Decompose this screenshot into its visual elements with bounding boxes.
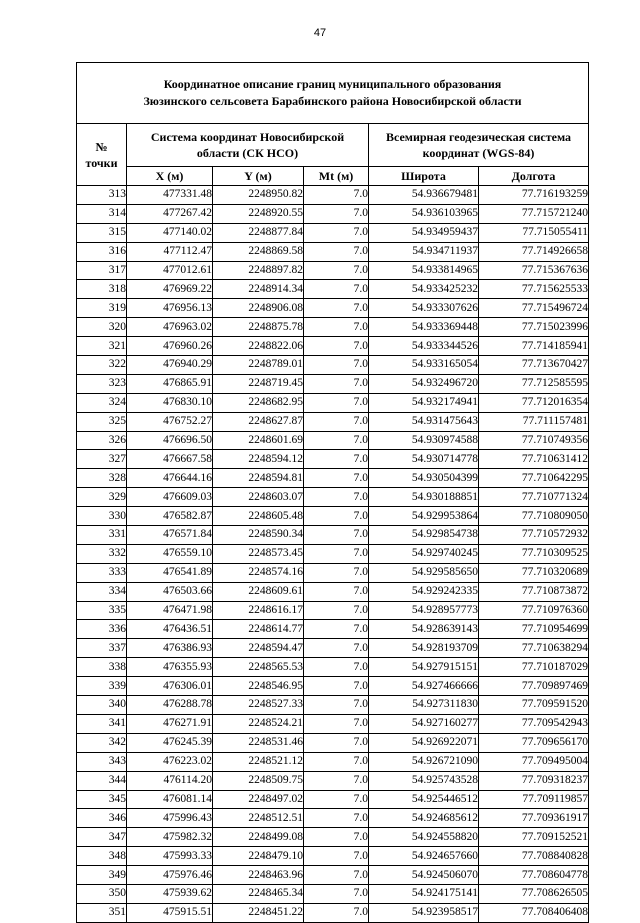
mt-cell: 7.0 [304, 563, 369, 582]
mt-cell: 7.0 [304, 450, 369, 469]
y-cell: 2248512.51 [213, 809, 304, 828]
point-number-cell: 327 [77, 450, 127, 469]
x-cell: 475996.43 [127, 809, 213, 828]
latitude-cell: 54.933165054 [369, 356, 479, 375]
table-row [77, 771, 589, 790]
table-row [77, 242, 589, 261]
longitude-header: Долгота [479, 167, 589, 186]
table-row [77, 884, 589, 903]
wgs-system-header-line-1: Всемирная геодезическая система [385, 130, 572, 144]
y-cell: 2248627.87 [213, 412, 304, 431]
latitude-cell: 54.933425232 [369, 280, 479, 299]
x-cell: 476436.51 [127, 620, 213, 639]
y-cell: 2248521.12 [213, 752, 304, 771]
table-row [77, 563, 589, 582]
y-cell: 2248451.22 [213, 903, 304, 922]
table-row [77, 186, 589, 205]
table-row [77, 733, 589, 752]
point-number-cell: 335 [77, 601, 127, 620]
page-number: 47 [313, 27, 327, 39]
latitude-cell: 54.933814965 [369, 261, 479, 280]
x-cell: 476306.01 [127, 677, 213, 696]
longitude-cell: 77.710631412 [479, 450, 589, 469]
point-number-header-line-2: точки [85, 155, 118, 170]
table-row [77, 544, 589, 563]
point-number-cell: 331 [77, 526, 127, 545]
point-number-cell: 332 [77, 544, 127, 563]
point-number-cell: 325 [77, 412, 127, 431]
x-cell: 476503.66 [127, 582, 213, 601]
point-number-cell: 313 [77, 186, 127, 205]
longitude-cell: 77.710976360 [479, 601, 589, 620]
longitude-cell: 77.709318237 [479, 771, 589, 790]
longitude-cell: 77.708604778 [479, 866, 589, 885]
table-row [77, 847, 589, 866]
y-cell: 2248914.34 [213, 280, 304, 299]
point-number-cell: 350 [77, 884, 127, 903]
y-cell: 2248719.45 [213, 374, 304, 393]
x-cell: 476471.98 [127, 601, 213, 620]
x-cell: 476559.10 [127, 544, 213, 563]
table-row [77, 658, 589, 677]
x-cell: 476541.89 [127, 563, 213, 582]
table-row [77, 261, 589, 280]
longitude-cell: 77.712585595 [479, 374, 589, 393]
x-cell: 476571.84 [127, 526, 213, 545]
y-cell: 2248546.95 [213, 677, 304, 696]
coordinates-table [76, 62, 589, 923]
longitude-cell: 77.709656170 [479, 733, 589, 752]
latitude-cell: 54.932496720 [369, 374, 479, 393]
point-number-header [77, 124, 127, 186]
mt-cell: 7.0 [304, 223, 369, 242]
mt-cell: 7.0 [304, 412, 369, 431]
nso-system-header-line-2: области (СК НСО) [196, 146, 299, 160]
latitude-cell: 54.928639143 [369, 620, 479, 639]
x-cell: 476667.58 [127, 450, 213, 469]
table-row [77, 450, 589, 469]
latitude-cell: 54.931475643 [369, 412, 479, 431]
latitude-header: Широта [369, 167, 479, 186]
x-cell: 476245.39 [127, 733, 213, 752]
point-number-cell: 317 [77, 261, 127, 280]
longitude-cell: 77.711157481 [479, 412, 589, 431]
x-cell: 476963.02 [127, 318, 213, 337]
longitude-cell: 77.709119857 [479, 790, 589, 809]
x-cell: 476582.87 [127, 507, 213, 526]
mt-cell: 7.0 [304, 393, 369, 412]
mt-cell: 7.0 [304, 601, 369, 620]
mt-cell: 7.0 [304, 318, 369, 337]
longitude-cell: 77.710638294 [479, 639, 589, 658]
longitude-cell: 77.709152521 [479, 828, 589, 847]
longitude-cell: 77.710809050 [479, 507, 589, 526]
longitude-cell: 77.714926658 [479, 242, 589, 261]
point-number-cell: 333 [77, 563, 127, 582]
mt-cell: 7.0 [304, 582, 369, 601]
latitude-cell: 54.929585650 [369, 563, 479, 582]
latitude-cell: 54.929953864 [369, 507, 479, 526]
latitude-cell: 54.933344526 [369, 337, 479, 356]
mt-cell: 7.0 [304, 431, 369, 450]
table-row [77, 431, 589, 450]
y-cell: 2248527.33 [213, 696, 304, 715]
x-cell: 476956.13 [127, 299, 213, 318]
latitude-cell: 54.926922071 [369, 733, 479, 752]
mt-cell: 7.0 [304, 469, 369, 488]
mt-cell: 7.0 [304, 620, 369, 639]
x-cell: 476223.02 [127, 752, 213, 771]
mt-cell: 7.0 [304, 809, 369, 828]
longitude-cell: 77.708626505 [479, 884, 589, 903]
table-row [77, 582, 589, 601]
point-number-cell: 315 [77, 223, 127, 242]
y-cell: 2248950.82 [213, 186, 304, 205]
mt-header: Mt (м) [304, 167, 369, 186]
latitude-cell: 54.929854738 [369, 526, 479, 545]
mt-cell: 7.0 [304, 771, 369, 790]
longitude-cell: 77.709542943 [479, 714, 589, 733]
y-cell: 2248789.01 [213, 356, 304, 375]
y-cell: 2248877.84 [213, 223, 304, 242]
table-row [77, 469, 589, 488]
mt-cell: 7.0 [304, 507, 369, 526]
y-cell: 2248869.58 [213, 242, 304, 261]
x-cell: 476865.91 [127, 374, 213, 393]
point-number-cell: 314 [77, 204, 127, 223]
table-row [77, 639, 589, 658]
longitude-cell: 77.708840828 [479, 847, 589, 866]
longitude-cell: 77.710954699 [479, 620, 589, 639]
point-number-cell: 341 [77, 714, 127, 733]
mt-cell: 7.0 [304, 526, 369, 545]
x-cell: 476271.91 [127, 714, 213, 733]
longitude-cell: 77.709495004 [479, 752, 589, 771]
x-cell: 476288.78 [127, 696, 213, 715]
latitude-cell: 54.924506070 [369, 866, 479, 885]
mt-cell: 7.0 [304, 790, 369, 809]
x-cell: 476830.10 [127, 393, 213, 412]
y-cell: 2248603.07 [213, 488, 304, 507]
x-cell: 476960.26 [127, 337, 213, 356]
table-row [77, 903, 589, 922]
y-cell: 2248497.02 [213, 790, 304, 809]
latitude-cell: 54.934711937 [369, 242, 479, 261]
latitude-cell: 54.930188851 [369, 488, 479, 507]
table-row [77, 337, 589, 356]
point-number-cell: 345 [77, 790, 127, 809]
point-number-cell: 316 [77, 242, 127, 261]
longitude-cell: 77.716193259 [479, 186, 589, 205]
longitude-cell: 77.714185941 [479, 337, 589, 356]
latitude-cell: 54.925446512 [369, 790, 479, 809]
mt-cell: 7.0 [304, 242, 369, 261]
longitude-cell: 77.715023996 [479, 318, 589, 337]
latitude-cell: 54.930504399 [369, 469, 479, 488]
longitude-cell: 77.713670427 [479, 356, 589, 375]
table-title [77, 63, 589, 124]
latitude-cell: 54.936679481 [369, 186, 479, 205]
y-header: Y (м) [213, 167, 304, 186]
table-row [77, 507, 589, 526]
point-number-cell: 319 [77, 299, 127, 318]
x-cell: 476114.20 [127, 771, 213, 790]
latitude-cell: 54.929740245 [369, 544, 479, 563]
x-cell: 475993.33 [127, 847, 213, 866]
x-cell: 477012.61 [127, 261, 213, 280]
latitude-cell: 54.929242335 [369, 582, 479, 601]
point-number-cell: 320 [77, 318, 127, 337]
mt-cell: 7.0 [304, 847, 369, 866]
mt-cell: 7.0 [304, 374, 369, 393]
longitude-cell: 77.715721240 [479, 204, 589, 223]
table-row [77, 280, 589, 299]
y-cell: 2248479.10 [213, 847, 304, 866]
y-cell: 2248822.06 [213, 337, 304, 356]
latitude-cell: 54.933369448 [369, 318, 479, 337]
table-row [77, 412, 589, 431]
table-row [77, 393, 589, 412]
latitude-cell: 54.932174941 [369, 393, 479, 412]
mt-cell: 7.0 [304, 261, 369, 280]
latitude-cell: 54.924657660 [369, 847, 479, 866]
latitude-cell: 54.930714778 [369, 450, 479, 469]
mt-cell: 7.0 [304, 752, 369, 771]
longitude-cell: 77.709361917 [479, 809, 589, 828]
point-number-cell: 324 [77, 393, 127, 412]
table-row [77, 714, 589, 733]
y-cell: 2248682.95 [213, 393, 304, 412]
x-cell: 476355.93 [127, 658, 213, 677]
point-number-cell: 328 [77, 469, 127, 488]
x-cell: 476386.93 [127, 639, 213, 658]
y-cell: 2248616.17 [213, 601, 304, 620]
y-cell: 2248509.75 [213, 771, 304, 790]
point-number-cell: 339 [77, 677, 127, 696]
longitude-cell: 77.710749356 [479, 431, 589, 450]
y-cell: 2248594.81 [213, 469, 304, 488]
y-cell: 2248906.08 [213, 299, 304, 318]
longitude-cell: 77.710771324 [479, 488, 589, 507]
y-cell: 2248605.48 [213, 507, 304, 526]
longitude-cell: 77.710642295 [479, 469, 589, 488]
mt-cell: 7.0 [304, 696, 369, 715]
x-cell: 476644.16 [127, 469, 213, 488]
point-number-cell: 326 [77, 431, 127, 450]
longitude-cell: 77.710873872 [479, 582, 589, 601]
point-number-cell: 318 [77, 280, 127, 299]
table-row [77, 620, 589, 639]
point-number-cell: 330 [77, 507, 127, 526]
mt-cell: 7.0 [304, 884, 369, 903]
latitude-cell: 54.936103965 [369, 204, 479, 223]
table-row [77, 374, 589, 393]
longitude-cell: 77.710309525 [479, 544, 589, 563]
x-cell: 475915.51 [127, 903, 213, 922]
y-cell: 2248499.08 [213, 828, 304, 847]
latitude-cell: 54.923958517 [369, 903, 479, 922]
x-cell: 475976.46 [127, 866, 213, 885]
x-cell: 476752.27 [127, 412, 213, 431]
point-number-cell: 322 [77, 356, 127, 375]
table-row [77, 318, 589, 337]
x-cell: 476609.03 [127, 488, 213, 507]
wgs-system-header [369, 124, 589, 167]
latitude-cell: 54.928193709 [369, 639, 479, 658]
point-number-cell: 329 [77, 488, 127, 507]
longitude-cell: 77.715625533 [479, 280, 589, 299]
table-row [77, 809, 589, 828]
table-row [77, 488, 589, 507]
latitude-cell: 54.927160277 [369, 714, 479, 733]
point-number-cell: 344 [77, 771, 127, 790]
table-title-line-1: Координатное описание границ муниципального образования [163, 77, 502, 91]
x-cell: 476696.50 [127, 431, 213, 450]
longitude-cell: 77.715055411 [479, 223, 589, 242]
table-row [77, 356, 589, 375]
table-row [77, 299, 589, 318]
table-row [77, 223, 589, 242]
y-cell: 2248574.16 [213, 563, 304, 582]
table-body [77, 186, 589, 923]
longitude-cell: 77.712016354 [479, 393, 589, 412]
mt-cell: 7.0 [304, 204, 369, 223]
table-title-line-2: Зюзинского сельсовета Барабинского района Новосибирской области [143, 94, 522, 108]
point-number-cell: 343 [77, 752, 127, 771]
x-cell: 476969.22 [127, 280, 213, 299]
x-cell: 477267.42 [127, 204, 213, 223]
mt-cell: 7.0 [304, 299, 369, 318]
point-number-cell: 351 [77, 903, 127, 922]
y-cell: 2248897.82 [213, 261, 304, 280]
longitude-cell: 77.715496724 [479, 299, 589, 318]
y-cell: 2248573.45 [213, 544, 304, 563]
mt-cell: 7.0 [304, 544, 369, 563]
nso-system-header-line-1: Система координат Новосибирской [150, 130, 345, 144]
mt-cell: 7.0 [304, 828, 369, 847]
table-row [77, 696, 589, 715]
point-number-cell: 347 [77, 828, 127, 847]
y-cell: 2248614.77 [213, 620, 304, 639]
table-row [77, 601, 589, 620]
x-header: X (м) [127, 167, 213, 186]
x-cell: 477140.02 [127, 223, 213, 242]
y-cell: 2248594.47 [213, 639, 304, 658]
latitude-cell: 54.933307626 [369, 299, 479, 318]
x-cell: 476081.14 [127, 790, 213, 809]
point-number-cell: 337 [77, 639, 127, 658]
nso-system-header [127, 124, 369, 167]
mt-cell: 7.0 [304, 280, 369, 299]
y-cell: 2248875.78 [213, 318, 304, 337]
point-number-cell: 321 [77, 337, 127, 356]
point-number-cell: 323 [77, 374, 127, 393]
mt-cell: 7.0 [304, 714, 369, 733]
longitude-cell: 77.709897469 [479, 677, 589, 696]
mt-cell: 7.0 [304, 658, 369, 677]
y-cell: 2248590.34 [213, 526, 304, 545]
table-row [77, 752, 589, 771]
x-cell: 475939.62 [127, 884, 213, 903]
point-number-cell: 334 [77, 582, 127, 601]
table-row [77, 790, 589, 809]
y-cell: 2248601.69 [213, 431, 304, 450]
point-number-header-line-1: № [95, 139, 108, 154]
latitude-cell: 54.927311830 [369, 696, 479, 715]
latitude-cell: 54.924558820 [369, 828, 479, 847]
y-cell: 2248565.53 [213, 658, 304, 677]
point-number-cell: 349 [77, 866, 127, 885]
latitude-cell: 54.924685612 [369, 809, 479, 828]
longitude-cell: 77.710320689 [479, 563, 589, 582]
table-row [77, 677, 589, 696]
latitude-cell: 54.926721090 [369, 752, 479, 771]
point-number-cell: 348 [77, 847, 127, 866]
x-cell: 475982.32 [127, 828, 213, 847]
longitude-cell: 77.709591520 [479, 696, 589, 715]
latitude-cell: 54.928957773 [369, 601, 479, 620]
y-cell: 2248920.55 [213, 204, 304, 223]
table-row [77, 866, 589, 885]
mt-cell: 7.0 [304, 639, 369, 658]
point-number-cell: 342 [77, 733, 127, 752]
mt-cell: 7.0 [304, 356, 369, 375]
latitude-cell: 54.927915151 [369, 658, 479, 677]
mt-cell: 7.0 [304, 677, 369, 696]
latitude-cell: 54.924175141 [369, 884, 479, 903]
mt-cell: 7.0 [304, 186, 369, 205]
latitude-cell: 54.934959437 [369, 223, 479, 242]
latitude-cell: 54.930974588 [369, 431, 479, 450]
table-row [77, 526, 589, 545]
x-cell: 477112.47 [127, 242, 213, 261]
point-number-cell: 346 [77, 809, 127, 828]
longitude-cell: 77.710572932 [479, 526, 589, 545]
point-number-cell: 340 [77, 696, 127, 715]
longitude-cell: 77.708406408 [479, 903, 589, 922]
y-cell: 2248531.46 [213, 733, 304, 752]
latitude-cell: 54.927466666 [369, 677, 479, 696]
mt-cell: 7.0 [304, 903, 369, 922]
table-row [77, 828, 589, 847]
wgs-system-header-line-2: координат (WGS-84) [422, 146, 535, 160]
point-number-cell: 338 [77, 658, 127, 677]
point-number-cell: 336 [77, 620, 127, 639]
latitude-cell: 54.925743528 [369, 771, 479, 790]
mt-cell: 7.0 [304, 337, 369, 356]
y-cell: 2248524.21 [213, 714, 304, 733]
x-cell: 477331.48 [127, 186, 213, 205]
y-cell: 2248465.34 [213, 884, 304, 903]
table-row [77, 204, 589, 223]
y-cell: 2248594.12 [213, 450, 304, 469]
longitude-cell: 77.715367636 [479, 261, 589, 280]
y-cell: 2248463.96 [213, 866, 304, 885]
x-cell: 476940.29 [127, 356, 213, 375]
mt-cell: 7.0 [304, 733, 369, 752]
mt-cell: 7.0 [304, 488, 369, 507]
longitude-cell: 77.710187029 [479, 658, 589, 677]
y-cell: 2248609.61 [213, 582, 304, 601]
mt-cell: 7.0 [304, 866, 369, 885]
